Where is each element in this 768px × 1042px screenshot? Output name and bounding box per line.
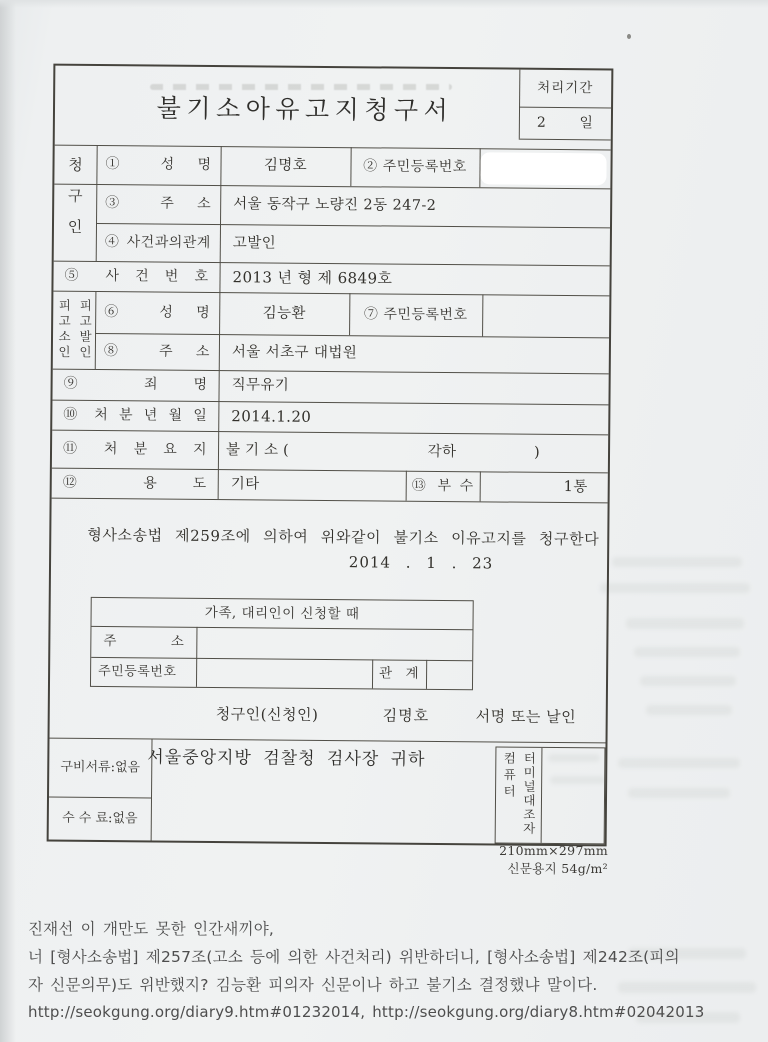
form-title: 불기소아유고지청구서: [156, 93, 454, 126]
paper-stock-note: 신문용지 54g/m²: [507, 861, 608, 876]
accused-rrn-label: ⑦ 주민등록번호: [363, 306, 468, 324]
bleedthrough-artifact: [640, 676, 736, 686]
requester-vertical-label: 청구인: [65, 156, 85, 250]
name-value: 김명호: [263, 157, 308, 174]
case-number-label: ⑤ 사 건 번 호: [64, 267, 209, 285]
copies-label: ⑬ 부 수: [411, 477, 474, 495]
bleedthrough-artifact: [612, 557, 742, 567]
proxy-address-label: 주 소: [103, 633, 185, 650]
signature-label: 청구인(신청인): [215, 705, 319, 724]
annotation-line-1: 진재선 이 개만도 못한 인간새끼야,: [28, 920, 275, 938]
disposition-date-label: ⑩ 처 분 년 월 일: [63, 406, 208, 424]
request-date: 2014 . 1 . 23: [348, 553, 494, 573]
accused-complaint-vertical-label: 피고소인: [56, 298, 72, 361]
address-label: ③ 주 소: [105, 195, 212, 212]
paper-size-note: 210mm×297mm: [499, 843, 608, 858]
case-number-value: 2013 년 형 제 6849호: [232, 268, 393, 288]
annotation-line-2: 너 [형사소송법] 제257조(고소 등에 의한 사건처리) 위반하더니, [형사소송법] 제242조(피의: [28, 948, 680, 966]
address-value: 서울 동작구 노량진 2동 247-2: [233, 196, 437, 214]
name-label: ① 성 명: [105, 156, 212, 173]
signature-name: 김명호: [382, 706, 430, 725]
disposition-open: 불기소(: [225, 442, 294, 459]
bleedthrough-artifact: [634, 647, 740, 657]
case-relation-label: ④ 사건과의관계: [104, 234, 211, 251]
accused-address-value: 서울 서초구 대법원: [231, 344, 358, 362]
bleedthrough-artifact: [618, 758, 740, 768]
disposition-inner: 각하: [427, 443, 457, 461]
accused-name-label: ⑥ 성 명: [104, 304, 211, 321]
usage-value: 기타: [230, 476, 260, 493]
bleedthrough-artifact: [600, 583, 750, 593]
scan-dot-artifact: [627, 34, 631, 39]
processing-period-label: 처리기간: [537, 79, 594, 97]
accused-name-value: 김능환: [262, 305, 306, 322]
case-relation-value: 고발인: [232, 235, 277, 252]
request-form-table: [47, 64, 614, 847]
disposition-label: ⑪ 처 분 요 지: [62, 440, 208, 458]
fee-note: 수 수 료:없음: [62, 810, 138, 827]
accused-denounced-vertical-label: 피고발인: [77, 298, 93, 361]
signature-note: 서명 또는 날인: [475, 707, 577, 727]
bleedthrough-artifact: [628, 788, 730, 798]
annotation-url-line: http://seokgung.org/diary9.htm#01232014, http://seokgung.org/diary8.htm#02042013: [28, 1003, 705, 1021]
proxy-rrn-label: 주민등록번호: [98, 663, 177, 680]
required-documents-note: 구비서류:없음: [60, 759, 141, 776]
accused-address-label: ⑧ 주 소: [103, 343, 210, 360]
rrn-redaction-patch: [480, 152, 606, 185]
bleedthrough-artifact: [646, 705, 732, 715]
processing-period-unit: 일: [579, 115, 593, 132]
request-statement: 형사소송법 제259조에 의하여 위와같이 불기소 이유고지를 청구한다: [87, 525, 600, 549]
offense-value: 직무유기: [231, 377, 290, 394]
terminal-computer-vertical-label: 컴퓨터: [501, 751, 517, 802]
proxy-box-title: 가족, 대리인이 신청할 때: [204, 604, 360, 623]
recipient-line: 서울중앙지방 검찰청 검사장 귀하: [147, 747, 426, 770]
processing-period-days: 2: [536, 114, 546, 131]
terminal-check-box: [495, 746, 606, 844]
bleedthrough-artifact: [626, 618, 744, 629]
terminal-checker-vertical-label: 터미널대조자: [521, 751, 537, 836]
disposition-date-value: 2014.1.20: [231, 407, 312, 426]
processing-period-value: [519, 107, 611, 140]
offense-label: ⑨ 죄 명: [63, 375, 208, 393]
proxy-applicant-box: [90, 597, 474, 690]
proxy-relation-label: 관 계: [379, 665, 420, 682]
annotation-line-3: 자 신문의무)도 위반했지? 김능환 피의자 신문이나 하고 불기소 결정했냐 말이다.: [28, 976, 598, 994]
disposition-close: ): [533, 444, 541, 461]
usage-label: ⑫ 용 도: [62, 474, 207, 492]
copies-value: 1통: [563, 479, 588, 496]
rrn-label: ② 주민등록번호: [363, 158, 467, 176]
